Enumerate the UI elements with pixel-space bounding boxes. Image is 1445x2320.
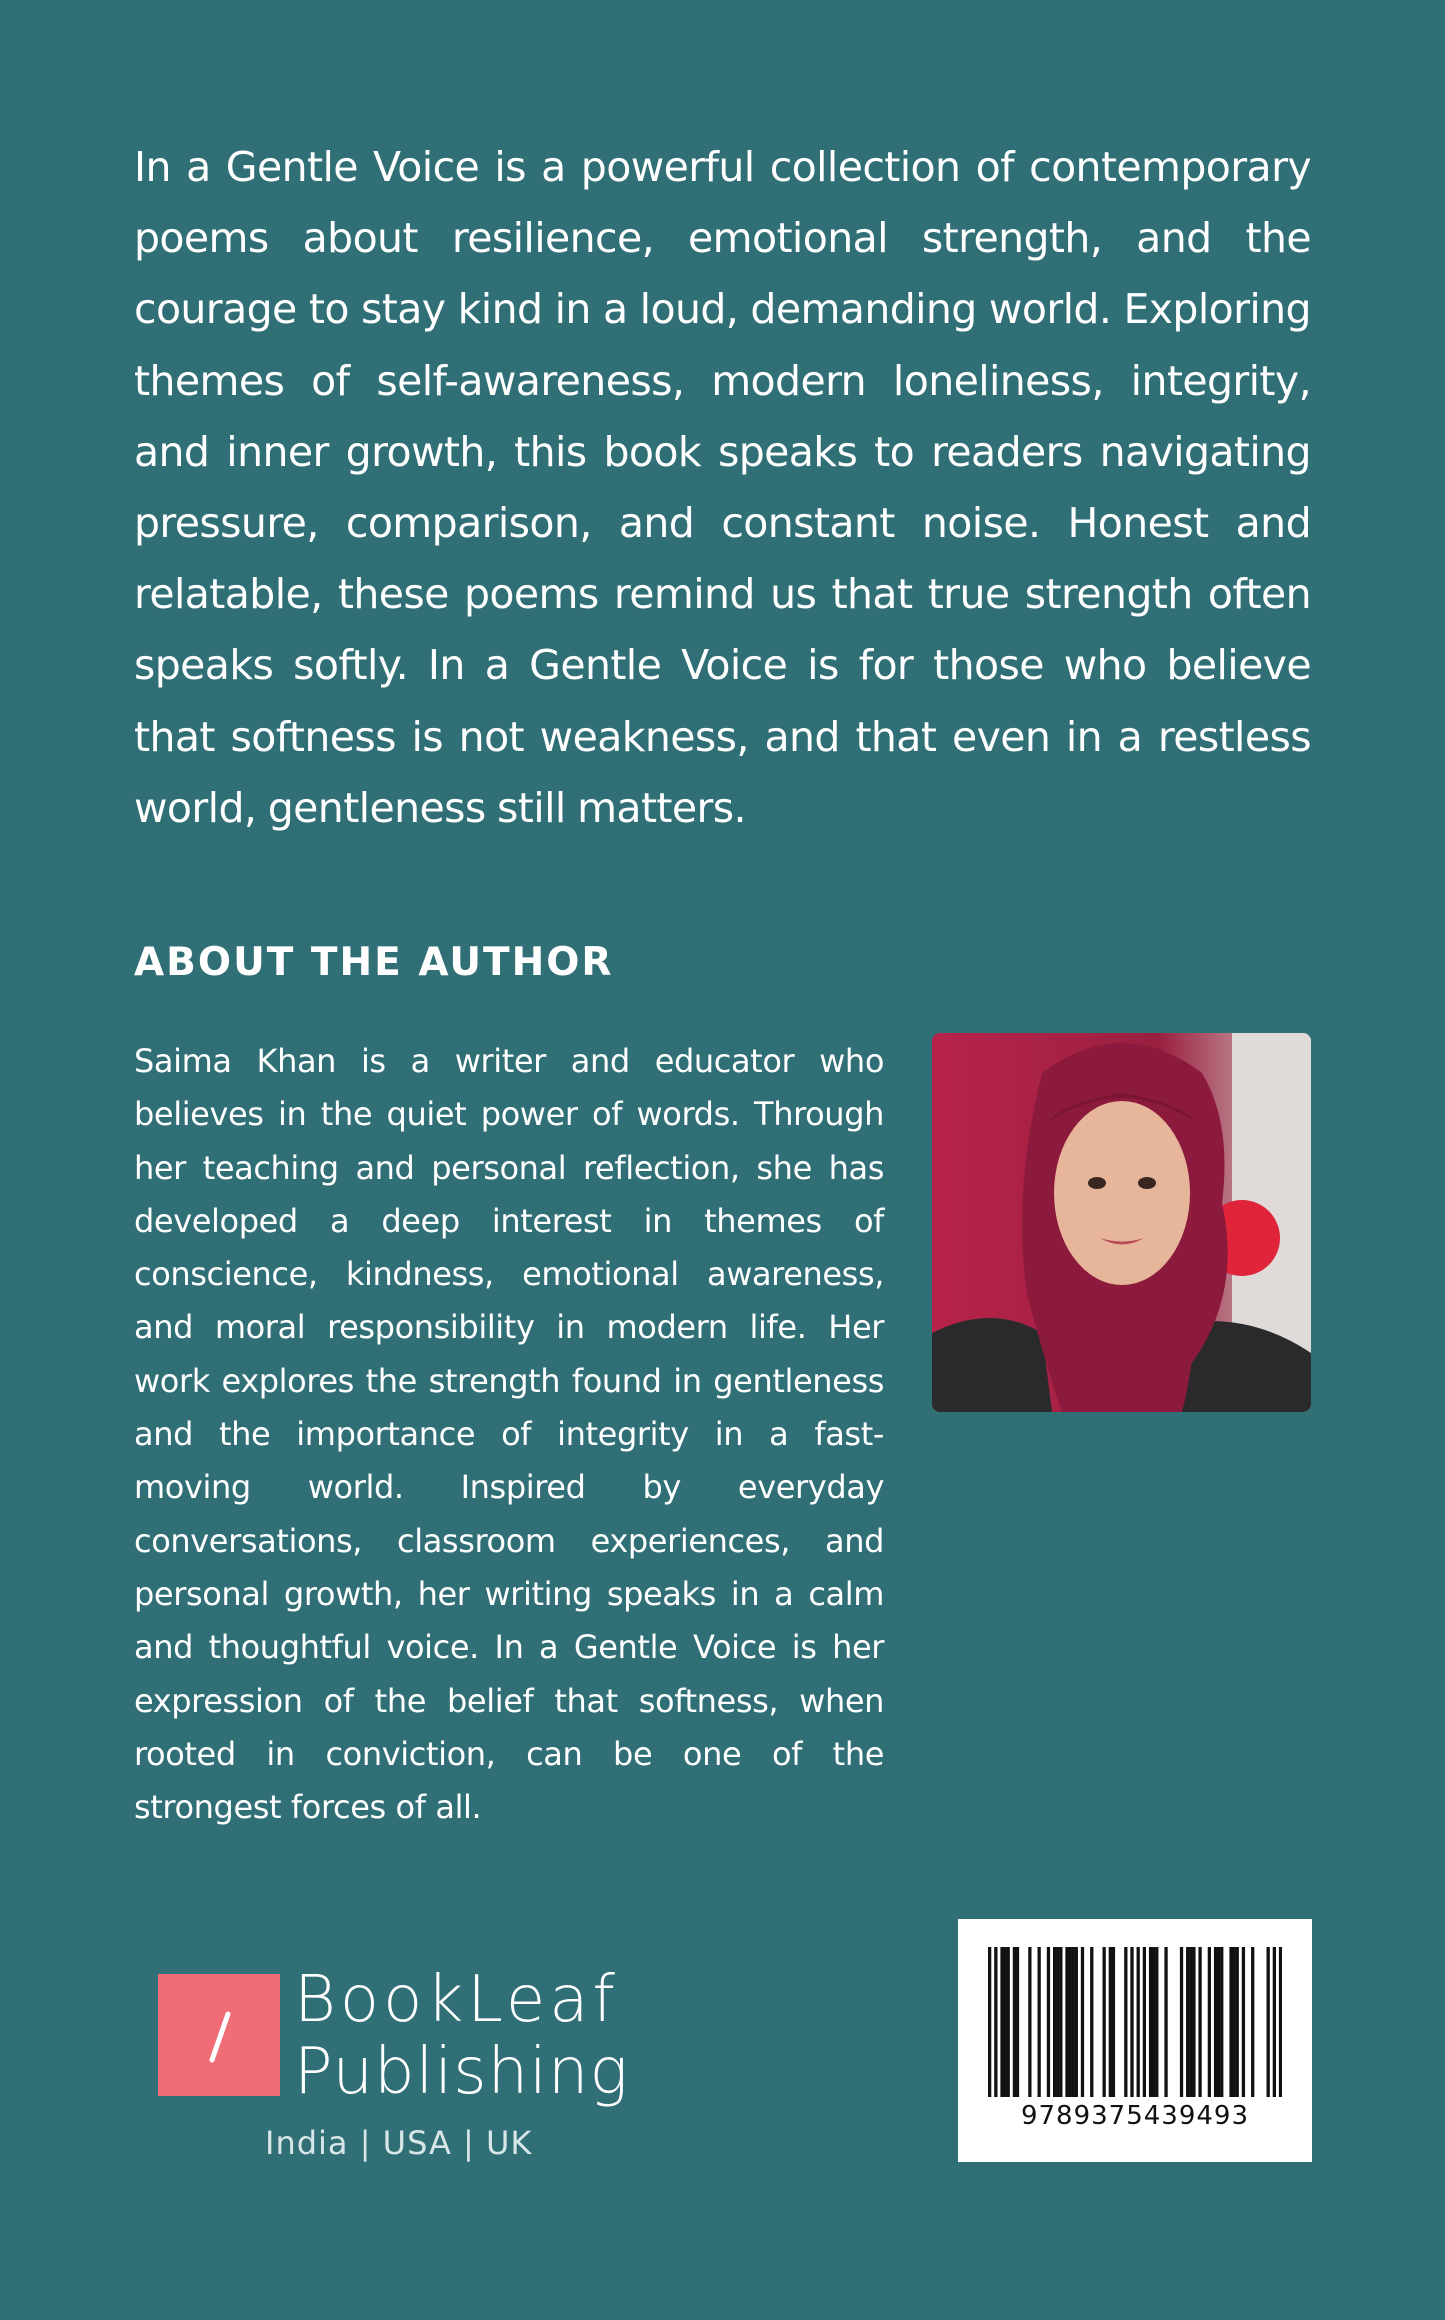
author-bio: Saima Khan is a writer and educator who believes in the quiet power of words. Through her teaching and personal reflection, she has developed a deep interest in themes of conscience, kindness, emotional awareness, and moral responsibility in modern life. Her work explores the strength found in gentleness and the importance of integrity in a fast-moving world. Inspired by everyday conversations, classroom experiences, and personal growth, her writing speaks in a calm and thoughtful voice. In a Gentle Voice is her expression of the belief that softness, when rooted in conviction, can be one of the strongest forces of all. — [134, 1042, 884, 1827]
barcode-bar — [1047, 1947, 1050, 2097]
barcode-bar — [1038, 1947, 1041, 2097]
barcode-bar — [1152, 1947, 1155, 2097]
barcode-bar — [1137, 1947, 1140, 2097]
barcode-bar — [1000, 1947, 1003, 2097]
barcode-bar — [1081, 1947, 1084, 2097]
barcode-bar — [1072, 1947, 1075, 2097]
barcode-bar — [1189, 1947, 1192, 2097]
barcode-bar — [1075, 1947, 1078, 2097]
barcode-bar — [1090, 1947, 1093, 2097]
barcode-bar — [1273, 1947, 1276, 2097]
publisher-regions: India | USA | UK — [265, 2124, 533, 2162]
publisher-name-line1: BookLeaf — [294, 1963, 619, 2037]
barcode-bar — [1217, 1947, 1220, 2097]
barcode-bar — [1130, 1947, 1133, 2097]
barcode-bar — [1149, 1947, 1152, 2097]
barcode-bar — [1279, 1947, 1282, 2097]
book-description: In a Gentle Voice is a powerful collection of contemporary poems about resilience, emotional strength, and the courage to stay kind in a loud, demanding world. Exploring themes of self-awareness, modern loneliness, integrity, and inner growth, this book speaks to readers navigating pressure, comparison, and constant noise. Honest and relatable, these poems remind us that true strength often speaks softly. In a Gentle Voice is for those who believe that softness is not weakness, and that even in a restless world, gentleness still matters. — [134, 143, 1311, 832]
barcode-bar — [1164, 1947, 1167, 2097]
barcode-bar — [988, 1947, 991, 2097]
barcode-bar — [1124, 1947, 1127, 2097]
barcode-bar — [1267, 1947, 1270, 2097]
barcode-bar — [1028, 1947, 1031, 2097]
barcode-bar — [1103, 1947, 1106, 2097]
barcode-bar — [1155, 1947, 1158, 2097]
barcode-bar — [1016, 1947, 1019, 2097]
barcode-bar — [1112, 1947, 1115, 2097]
barcode-bar — [1220, 1947, 1223, 2097]
barcode-bar — [1143, 1947, 1146, 2097]
barcode-bar — [1003, 1947, 1006, 2097]
barcode-bar — [994, 1947, 997, 2097]
barcode-bar — [1065, 1947, 1068, 2097]
barcode-bar — [1059, 1947, 1062, 2097]
barcode-bar — [1192, 1947, 1195, 2097]
barcode-bar — [1236, 1947, 1239, 2097]
barcode-bar — [1013, 1947, 1016, 2097]
barcode-bar — [1056, 1947, 1059, 2097]
barcode-bar — [1208, 1947, 1211, 2097]
author-photo — [932, 1033, 1311, 1412]
barcode-bar — [1007, 1947, 1010, 2097]
barcode-bar — [1214, 1947, 1217, 2097]
isbn-number: 9789375439493 — [1020, 2101, 1250, 2131]
publisher-logo-icon — [158, 1974, 280, 2096]
barcode-bar — [1053, 1947, 1056, 2097]
barcode-bar — [1198, 1947, 1201, 2097]
barcode-bar — [1229, 1947, 1232, 2097]
barcode-bar — [1232, 1947, 1235, 2097]
barcode-bar — [1242, 1947, 1245, 2097]
barcode-bar — [1180, 1947, 1183, 2097]
publisher-name-line2: Publishing — [294, 2035, 629, 2109]
barcode-bar — [1251, 1947, 1254, 2097]
barcode-bar — [1068, 1947, 1071, 2097]
barcode-bars — [988, 1947, 1282, 2097]
about-author-heading: ABOUT THE AUTHOR — [134, 940, 614, 985]
isbn-barcode — [958, 1919, 1312, 2162]
barcode-bar — [1109, 1947, 1112, 2097]
barcode-bar — [1186, 1947, 1189, 2097]
